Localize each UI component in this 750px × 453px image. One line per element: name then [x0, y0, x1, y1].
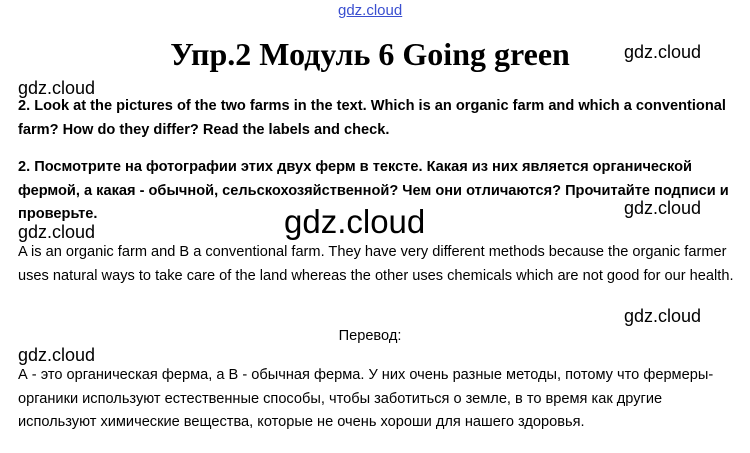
watermark-center: gdz.cloud [284, 203, 426, 240]
watermark-right-3: gdz.cloud [624, 306, 702, 326]
page-title: Упр.2 Модуль 6 Going green [170, 36, 570, 72]
task-english: 2. Look at the pictures of the two farms in the text. Which is an organic farm and which a conventional farm? How do they differ? Read the labels and check. [18, 98, 726, 138]
watermark-left-3: gdz.cloud [18, 345, 96, 365]
watermark-left-1: gdz.cloud [18, 78, 96, 98]
watermark-left-2: gdz.cloud [18, 222, 96, 242]
answer-russian: А - это органическая ферма, а В - обычная ферма. У них очень разные методы, потому что фермеры-органики используют естественные способы, чтобы заботиться о земле, в то время как другие используют химические вещества, которые не очень хороши для нашего здоровья. [18, 367, 714, 430]
watermark-right-1: gdz.cloud [624, 42, 702, 62]
translation-label: Перевод: [338, 328, 402, 344]
answer-english: A is an organic farm and B a conventional farm. They have very different methods because the organic farmer uses natural ways to take care of the land whereas the other uses chemicals which are not good for our health. [18, 244, 734, 284]
task-russian: 2. Посмотрите на фотографии этих двух ферм в тексте. Какая из них является органической фермой, а какая - обычной, сельскохозяйственной? Чем они отличаются? Прочитайте подписи и проверьте. [18, 159, 729, 222]
watermark-top[interactable]: gdz.cloud [338, 2, 403, 19]
watermark-right-2: gdz.cloud [624, 198, 702, 218]
